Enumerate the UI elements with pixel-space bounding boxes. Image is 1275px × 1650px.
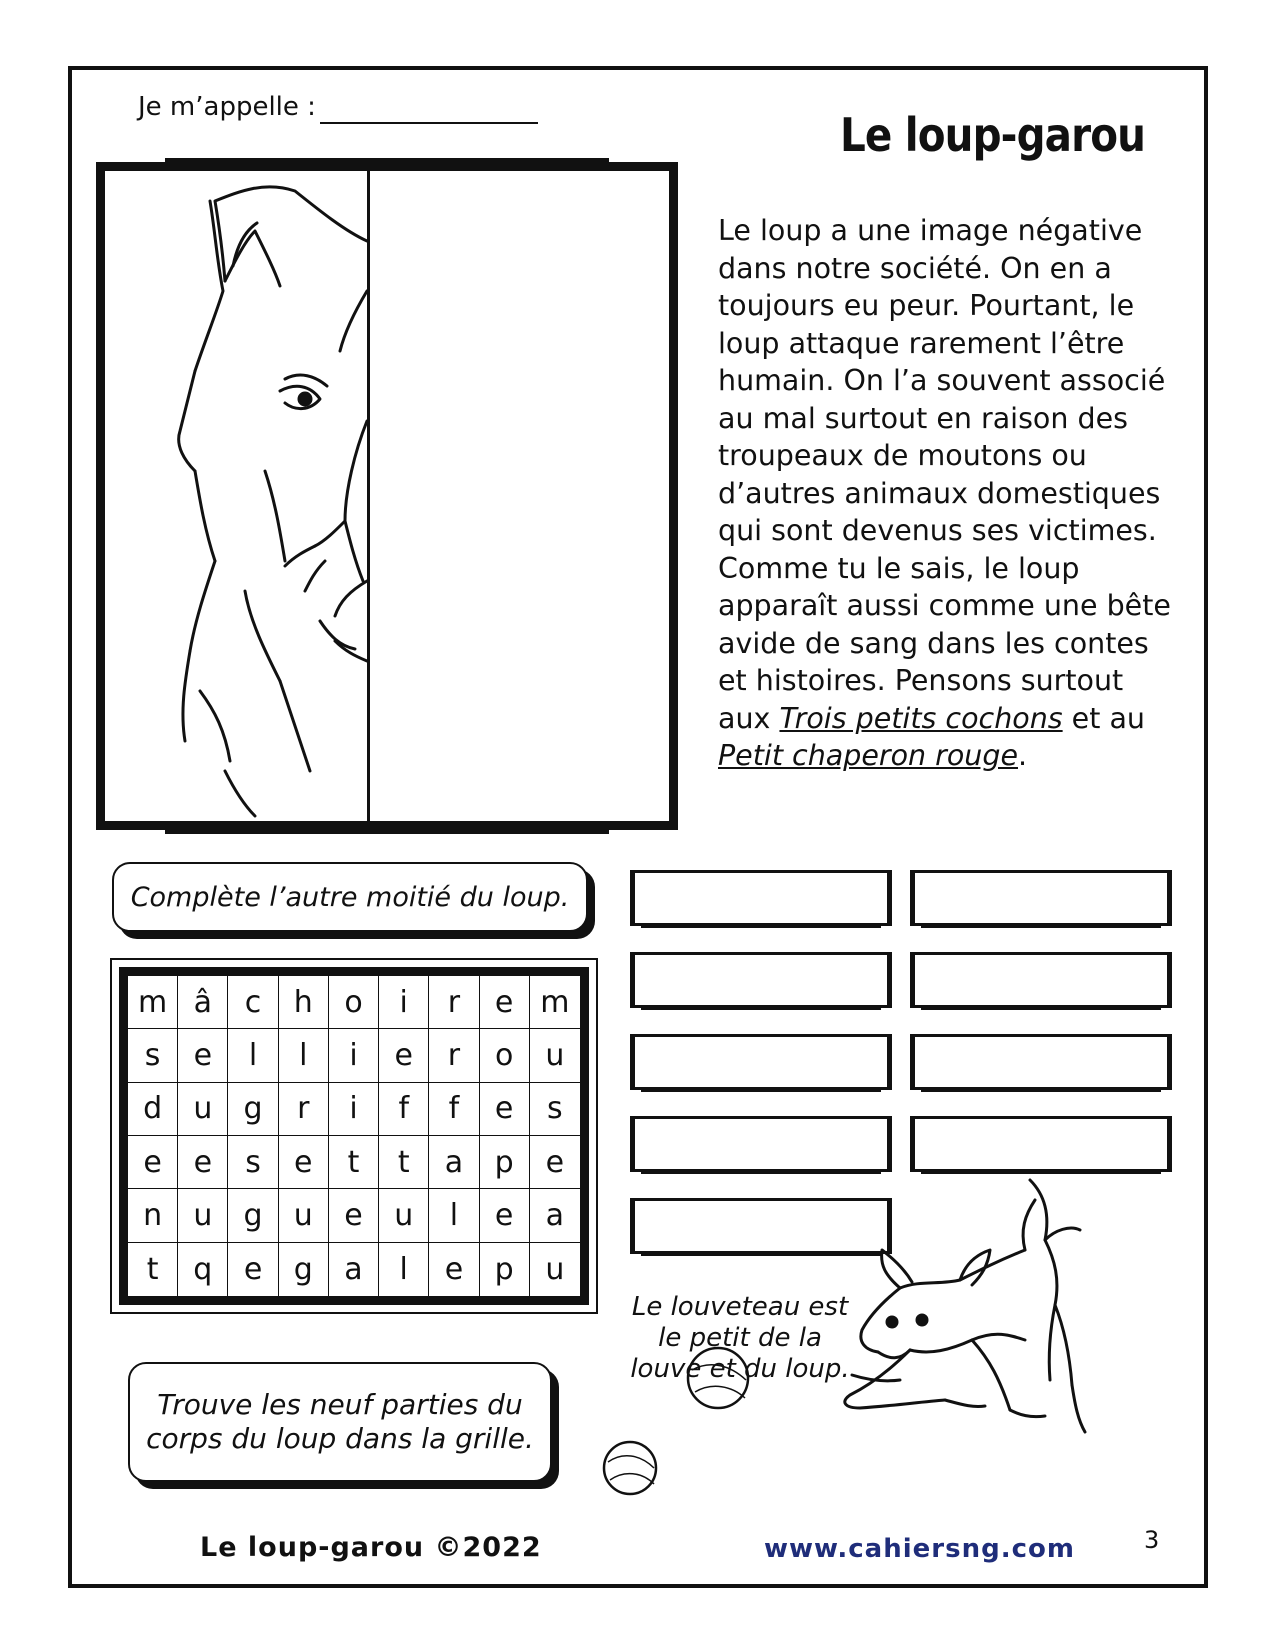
answer-box[interactable] <box>910 1034 1172 1090</box>
grid-cell[interactable]: q <box>178 1243 228 1296</box>
paragraph-connector: et au <box>1062 701 1145 735</box>
grid-cell[interactable]: i <box>329 1029 379 1082</box>
paragraph-end: . <box>1018 739 1028 772</box>
grid-cell[interactable]: f <box>429 1083 479 1136</box>
grid-cell[interactable]: e <box>480 1083 530 1136</box>
grid-cell[interactable]: r <box>279 1083 329 1136</box>
half-wolf-drawing <box>105 171 370 821</box>
grid-cell[interactable]: e <box>178 1136 228 1189</box>
grid-cell[interactable]: m <box>128 976 178 1029</box>
grid-cell[interactable]: e <box>429 1243 479 1296</box>
grid-cell[interactable]: o <box>480 1029 530 1082</box>
grid-cell[interactable]: e <box>128 1136 178 1189</box>
story-title-three-pigs: Trois petits cochons <box>779 701 1063 735</box>
page-title: Le loup-garou <box>840 108 1146 162</box>
grid-cell[interactable]: s <box>128 1029 178 1082</box>
grid-cell[interactable]: u <box>379 1189 429 1242</box>
grid-cell[interactable]: p <box>480 1243 530 1296</box>
grid-cell[interactable]: c <box>228 976 278 1029</box>
grid-cell[interactable]: e <box>530 1136 580 1189</box>
grid-cell[interactable]: u <box>279 1189 329 1242</box>
grid-cell[interactable]: l <box>379 1243 429 1296</box>
grid-cell[interactable]: f <box>379 1083 429 1136</box>
grid-cell[interactable]: m <box>530 976 580 1029</box>
grid-cell[interactable]: r <box>429 1029 479 1082</box>
wolf-drawing-area[interactable] <box>96 162 678 830</box>
grid-cell[interactable]: e <box>279 1136 329 1189</box>
grid-cell[interactable]: t <box>329 1136 379 1189</box>
grid-cell[interactable]: l <box>228 1029 278 1082</box>
grid-cell[interactable]: e <box>178 1029 228 1082</box>
louveteau-note: Le louveteau est le petit de la louve et du loup. <box>630 1292 850 1384</box>
grid-cell[interactable]: e <box>228 1243 278 1296</box>
grid-cell[interactable]: a <box>329 1243 379 1296</box>
grid-cell[interactable]: r <box>429 976 479 1029</box>
grid-cell[interactable]: e <box>379 1029 429 1082</box>
grid-cell[interactable]: i <box>379 976 429 1029</box>
grid-cell[interactable]: u <box>530 1029 580 1082</box>
page-number: 3 <box>1144 1526 1160 1554</box>
footer-website-link[interactable]: www.cahiersng.com <box>764 1534 1075 1564</box>
paragraph-text: Le loup a une image négative dans notre société. On en a toujours eu peur. Pourtant, le loup attaque rarement l’être humain. On l’a souvent associé au mal surtout en raison des troupeaux de moutons ou d’autres animaux domestiques qui sont devenus ses victimes. Comme tu le sais, le loup apparaît aussi comme une bête avide de sang dans les contes et histoires. Pensons surtout aux <box>718 214 1171 735</box>
story-title-red-riding-hood: Petit chaperon rouge <box>718 739 1018 772</box>
grid-cell[interactable]: u <box>178 1083 228 1136</box>
grid-cell[interactable]: d <box>128 1083 178 1136</box>
grid-cell[interactable]: u <box>178 1189 228 1242</box>
grid-cell[interactable]: g <box>228 1189 278 1242</box>
answer-box[interactable] <box>630 952 892 1008</box>
word-search-grid[interactable] <box>119 967 589 1305</box>
answer-box[interactable] <box>910 1116 1172 1172</box>
grid-cell[interactable]: g <box>228 1083 278 1136</box>
instruction-find: Trouve les neuf parties du corps du loup dans la grille. <box>128 1362 552 1482</box>
symmetry-line <box>367 171 370 821</box>
grid-cell[interactable]: a <box>530 1189 580 1242</box>
grid-cell[interactable]: o <box>329 976 379 1029</box>
grid-cell[interactable]: e <box>480 976 530 1029</box>
grid-cell[interactable]: l <box>279 1029 329 1082</box>
grid-cell[interactable]: s <box>228 1136 278 1189</box>
footer-copyright: Le loup-garou ©2022 <box>200 1532 542 1563</box>
grid-cell[interactable]: g <box>279 1243 329 1296</box>
grid-cell[interactable]: â <box>178 976 228 1029</box>
answer-box[interactable] <box>910 952 1172 1008</box>
name-field-line[interactable] <box>320 122 538 124</box>
intro-paragraph <box>718 212 1178 775</box>
answer-box[interactable] <box>630 870 892 926</box>
grid-cell[interactable]: u <box>545 1251 565 1287</box>
grid-cell[interactable]: i <box>329 1083 379 1136</box>
grid-cell[interactable]: t <box>128 1243 178 1296</box>
grid-cell[interactable]: s <box>530 1083 580 1136</box>
answer-box[interactable] <box>630 1116 892 1172</box>
grid-cell[interactable]: a <box>429 1136 479 1189</box>
grid-cell[interactable]: p <box>480 1136 530 1189</box>
instruction-complete: Complète l’autre moitié du loup. <box>112 862 588 932</box>
grid-cell[interactable]: e <box>480 1189 530 1242</box>
grid-cell[interactable]: t <box>379 1136 429 1189</box>
grid-cell[interactable]: l <box>429 1189 479 1242</box>
answer-box[interactable] <box>910 870 1172 926</box>
grid-cell[interactable]: h <box>279 976 329 1029</box>
word-search-frame <box>110 958 598 1314</box>
grid-cell[interactable]: n <box>128 1189 178 1242</box>
answer-box[interactable] <box>630 1034 892 1090</box>
grid-cell[interactable]: e <box>329 1189 379 1242</box>
name-label: Je m’appelle : <box>138 92 316 122</box>
